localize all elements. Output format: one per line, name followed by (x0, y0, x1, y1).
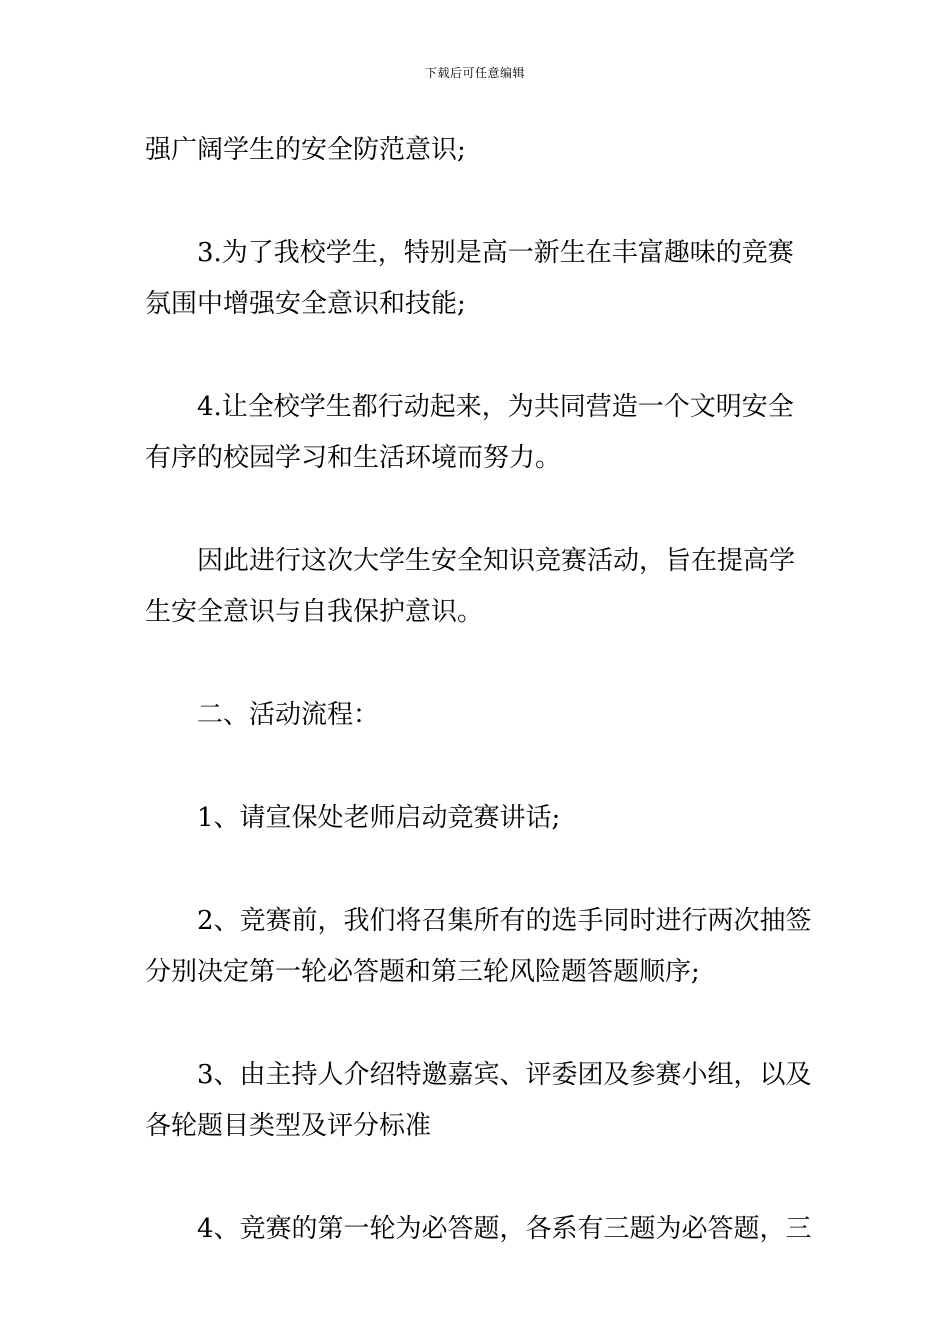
paragraph-line: 分别决定第一轮必答题和第三轮风险题答题顺序; (145, 957, 700, 987)
list-item-1 (145, 793, 810, 844)
paragraph-line: 生安全意识与自我保护意识。 (145, 597, 484, 627)
document-body (145, 125, 810, 1307)
paragraph-line: 3、由主持人介绍特邀嘉宾、评委团及参赛小组，以及 (197, 1060, 812, 1090)
paragraph-line: 氛围中增强安全意识和技能; (145, 289, 466, 319)
paragraph-line: 有序的校园学习和生活环境而努力。 (145, 443, 562, 473)
list-item-4 (145, 1204, 810, 1255)
paragraph-line: 强广阔学生的安全防范意识; (145, 135, 466, 165)
list-item-2 (145, 896, 810, 998)
page-header: 下载后可任意编辑 (424, 66, 525, 80)
paragraph-line: 3.为了我校学生，特别是高一新生在丰富趣味的竞赛 (197, 238, 794, 268)
paragraph-line: 4、竞赛的第一轮为必答题，各系有三题为必答题，三 (197, 1214, 812, 1244)
paragraph-line: 2、竞赛前，我们将召集所有的选手同时进行两次抽签 (197, 906, 812, 936)
section-heading (145, 690, 810, 741)
section-heading-text: 二、活动流程： (197, 700, 380, 730)
paragraph-1 (145, 125, 810, 176)
paragraph-line: 各轮题目类型及评分标准 (145, 1111, 432, 1141)
paragraph-4 (145, 536, 810, 638)
list-item-3 (145, 1050, 810, 1152)
paragraph-3 (145, 382, 810, 484)
paragraph-line: 4.让全校学生都行动起来，为共同营造一个文明安全 (197, 392, 794, 422)
paragraph-line: 因此进行这次大学生安全知识竞赛活动，旨在提高学 (197, 546, 796, 576)
paragraph-line: 1、请宣保处老师启动竞赛讲话; (197, 803, 561, 833)
paragraph-2 (145, 228, 810, 330)
